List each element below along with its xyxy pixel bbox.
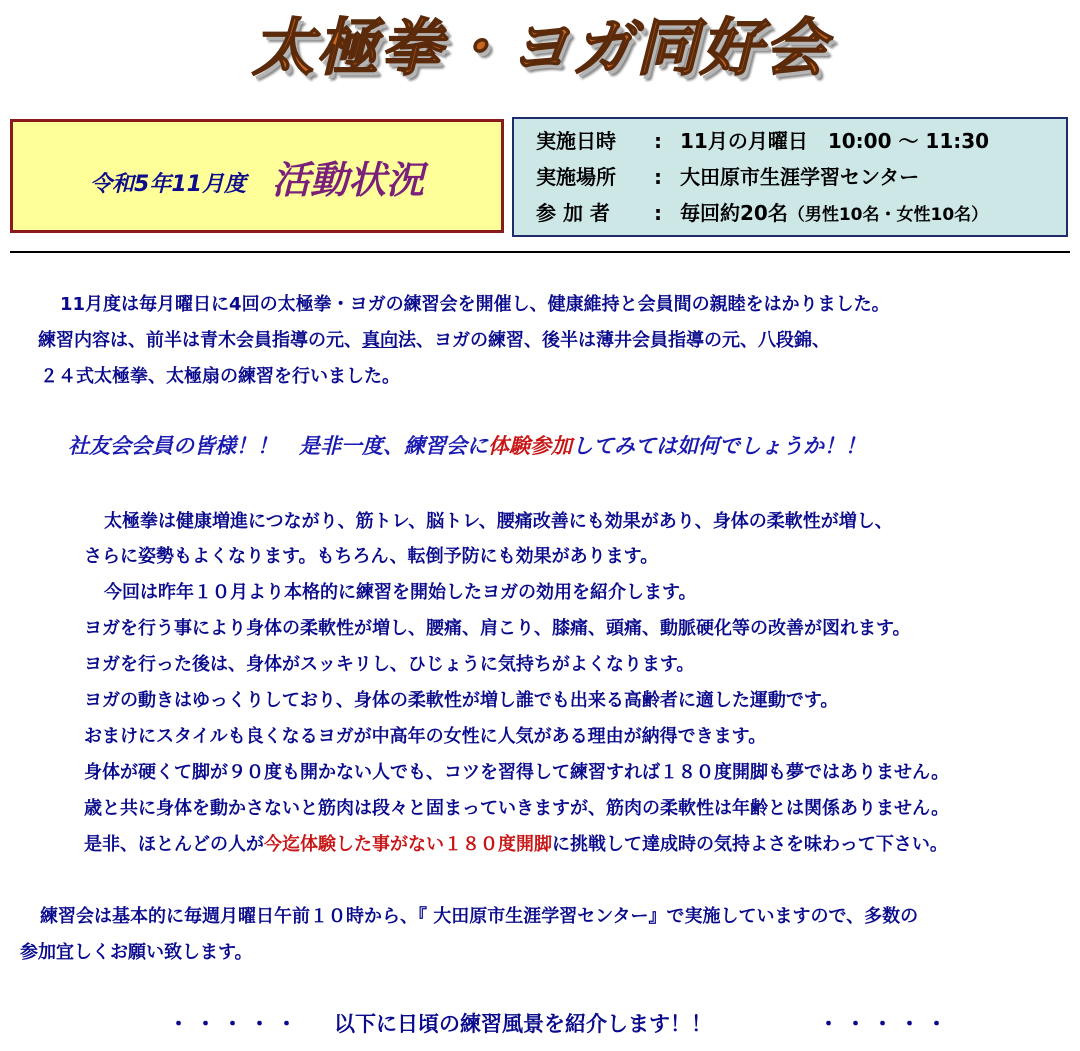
info-separator: : [654,129,662,153]
info-label: 参 加 者 [536,201,610,225]
section-divider [10,251,1070,253]
info-value: 大田原市生涯学習センター [680,165,920,189]
info-label: 実施場所 [536,165,616,189]
footer-text: 以下に日頃の練習風景を紹介します！！ [334,1012,712,1036]
report-period: 令和5年11月度 [90,171,246,197]
participant-breakdown: （男性10名・女性10名） [787,205,989,225]
footer-dots-right: ・・・・・ [818,1012,953,1036]
body-line: ヨガを行う事により身体の柔軟性が増し、腰痛、肩こり、膝痛、頭痛、動脈硬化等の改善が図れます。 [84,618,911,639]
body-line: ヨガを行った後は、身体がスッキリし、ひじょうに気持ちがよくなります。 [84,654,695,675]
info-value: 11月の月曜日 10:00 ～ 11:30 [680,129,990,153]
intro-text: 法、ヨガの練習、後半は薄井会員指導の元、八段錦、 [398,330,830,351]
page-title: 太極拳・ヨガ同好会 [251,11,828,84]
body-line: 今回は昨年１０月より本格的に練習を開始したヨガの効用を紹介します。 [104,582,697,603]
info-label: 実施日時 [536,129,616,153]
invitation-callout [68,430,866,460]
activity-heading: 活動状況 [271,157,424,202]
intro-text: 練習内容は、前半は青木会員指導の元、 [38,330,362,351]
callout-text: してみては如何でしょうか！！ [572,434,866,458]
body-line: 太極拳は健康増進につながり、筋トレ、脳トレ、腰痛改善にも効果があり、身体の柔軟性が増し、 [104,511,893,532]
info-row-venue [536,159,1066,195]
event-info-box [512,117,1068,237]
body-line [84,830,948,856]
body-text: に挑戦して達成時の気持よさを味わって下さい。 [552,834,948,855]
info-separator: : [654,165,662,189]
info-separator: : [654,201,662,225]
footer-dots-left: ・・・・・ [168,1012,303,1036]
closing-line: 参加宜しくお願い致します。 [20,942,253,963]
body-line: 歳と共に身体を動かさないと筋肉は段々と固まっていきますが、筋肉の柔軟性は年齢とは関係ありません。 [84,798,950,819]
activity-summary-box [10,119,504,233]
callout-text: 社友会会員の皆様！！ 是非一度、練習会に [68,434,488,458]
info-value [680,195,988,233]
intro-line: 11月度は毎月曜日に4回の太極拳・ヨガの練習会を開催し、健康維持と会員間の親睦をはかりました。 [60,294,890,315]
info-row-datetime [536,123,1066,159]
intro-line [38,326,830,352]
intro-link[interactable]: 真向 [362,330,398,351]
closing-line: 練習会は基本的に毎週月曜日午前１０時から、『 大田原市生涯学習センター』で実施していますので、多数の [40,906,919,927]
body-line: 身体が硬くて脚が９０度も開かない人でも、コツを習得して練習すれば１８０度開脚も夢ではありません。 [84,762,950,783]
body-line: おまけにスタイルも良くなるヨガが中高年の女性に人気がある理由が納得できます。 [84,726,767,747]
body-text: 是非、ほとんどの人が [84,834,264,855]
participant-count: 毎回約20名 [680,201,788,225]
body-line: ヨガの動きはゆっくりしており、身体の柔軟性が増し誰でも出来る高齢者に適した運動です。 [84,690,839,711]
info-row-participants [536,195,1066,233]
callout-highlight: 体験参加 [488,434,572,458]
body-line: さらに姿勢もよくなります。もちろん、転倒予防にも効果があります。 [84,546,659,567]
intro-line: ２４式太極拳、太極扇の練習を行いました。 [40,366,400,387]
body-highlight: 今迄体験した事がない１８０度開脚 [264,834,552,855]
